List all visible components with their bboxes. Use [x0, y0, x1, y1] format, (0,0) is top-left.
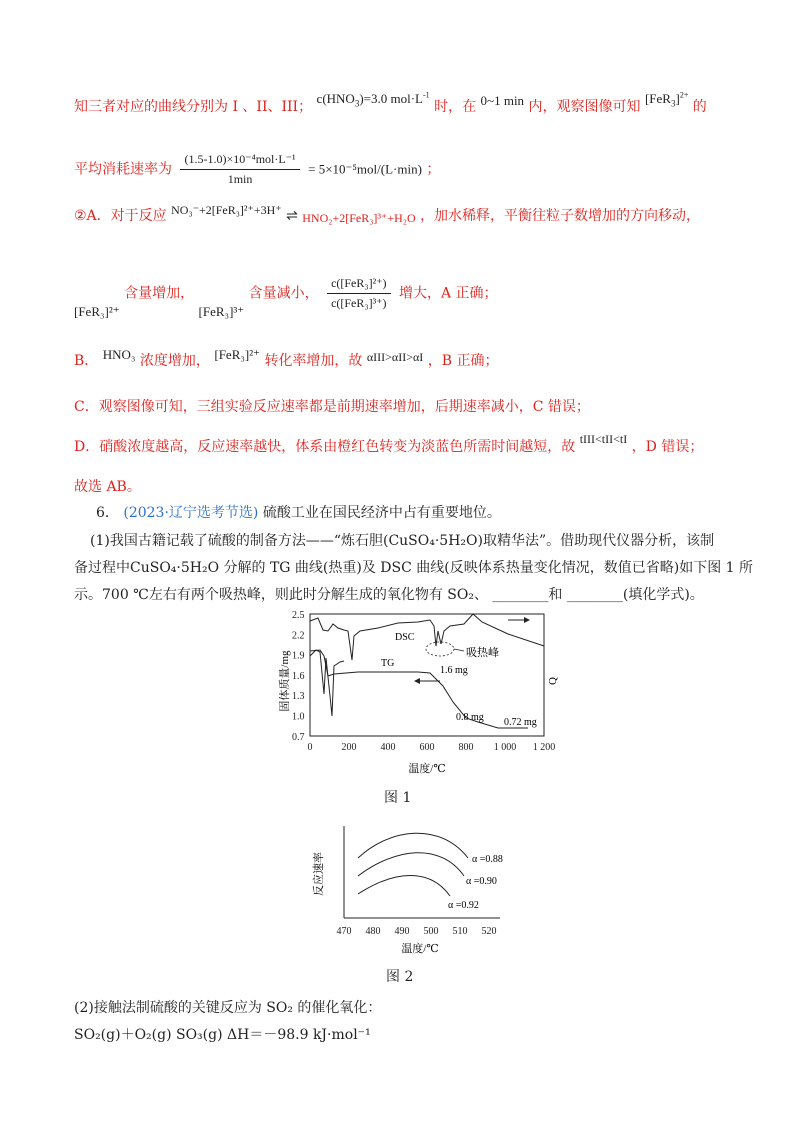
fig1-ytick: 1.9	[292, 650, 305, 662]
fig2-ylabel: 反应速率	[313, 852, 325, 896]
curve-label-0-92: α =0.92	[448, 900, 479, 911]
fig2-xticks	[337, 926, 497, 937]
text: 时，在	[434, 99, 477, 115]
curve-label-0-90: α =0.90	[466, 876, 497, 887]
fig1-xtick: 800	[458, 742, 474, 753]
fig2-xtick: 480	[365, 926, 381, 937]
fig1-ytick: 1.3	[292, 691, 305, 703]
text: 知三者对应的曲线分别为 I 、II、III；	[74, 99, 313, 115]
mass-1-6: 1.6 mg	[440, 665, 468, 676]
text: ②A．对于反应	[74, 208, 167, 224]
time-range: 0~1 min	[480, 93, 525, 108]
dsc-curve	[310, 614, 544, 660]
fig2-xtick: 500	[423, 926, 439, 937]
curve-0-90	[358, 853, 464, 876]
answer-line-6: C．观察图像可知，三组实验反应速率都是前期速率增加，后期速率减小，C 错误；	[74, 399, 590, 415]
ion-fe3: [FeR₃]³⁺	[198, 303, 245, 319]
question-6-p1: (1)我国古籍记载了硫酸的制备方法——“炼石胆(CuSO₄·5H₂O)取精华法”。借助现代仪器分析，该制	[90, 533, 715, 549]
ratio-fraction: $\frac{\text{c([FeR₃]²⁺)}}{\text{c([FeR₃]³⁺)}}$	[327, 276, 390, 311]
formula-ferr3: $[FeR_3]^{2+}$	[644, 90, 689, 109]
fig2-xtick: 520	[481, 926, 497, 937]
formula-hno3: HNO₃	[102, 347, 136, 362]
fig1-xtick: 600	[419, 742, 435, 753]
text: 含量增加，	[124, 285, 195, 302]
fig1-ytick: 1.0	[292, 711, 305, 723]
figure-1-chart	[268, 606, 568, 776]
text: 平均消耗速率为	[74, 161, 172, 178]
question-6-p4: (2)接触法制硫酸的关键反应为 SO₂ 的催化氧化：	[74, 1000, 382, 1016]
fig2-xtick: 470	[336, 926, 352, 937]
fig1-xtick: 1 200	[532, 742, 556, 753]
text: 增大，A 正确；	[398, 285, 498, 302]
answer-line-8: 故选 AB。	[74, 479, 141, 495]
fig1-xtick: 0	[307, 742, 313, 753]
mass-0-8: 0.8 mg	[456, 712, 484, 723]
fig1-ytick: 2.5	[292, 610, 305, 621]
peak-ellipse	[426, 642, 454, 656]
question-6-p3: 示。700 ℃左右有两个吸热峰，则此时分解生成的氧化物有 SO₂、 ________和 ________(填化学式)。	[74, 587, 704, 603]
fig1-ytick: 0.7	[292, 731, 305, 743]
question-6-p2: 备过程中CuSO₄·5H₂O 分解的 TG 曲线(热重)及 DSC 曲线(反映体系热量变化情况，数值已省略)如下图 1 所	[74, 560, 754, 576]
answer-line-2: 平均消耗速率为 $\frac{\text{(1.5-1.0)×10⁻⁴mol·L⁻¹}}{1\min}$ = 5×10⁻⁵mol/(L·min) ；	[74, 152, 441, 186]
figure-1-caption: 图 1	[384, 790, 412, 806]
dsc-arrow-head	[524, 617, 530, 623]
answer-line-4	[74, 276, 498, 319]
answer-line-1	[74, 90, 707, 117]
text: 内，观察图像可知	[528, 99, 641, 115]
fig1-xtick: 400	[380, 742, 396, 753]
curve-0-88	[358, 833, 468, 858]
ion-fe2: [FeR₃]²⁺	[214, 347, 260, 362]
question-6-header: 6． (2023·辽宁选考节选) 硫酸工业在国民经济中占有重要地位。	[96, 505, 501, 521]
fig1-yticks	[292, 610, 305, 743]
text: ，加水稀释，平衡往粒子数增加的方向移动，	[420, 208, 701, 224]
fig1-ytick: 2.2	[292, 630, 305, 642]
figure-2-chart	[300, 818, 520, 958]
answer-line-7: D．硝酸浓度越高，反应速率越快，体系由橙红色转变为淡蓝色所需时间越短，故 tIII<tII<tI ，D 错误；	[74, 432, 704, 455]
fig1-ytick: 1.6	[292, 670, 305, 682]
fig1-xtick: 200	[341, 742, 357, 753]
fig2-xtick: 510	[452, 926, 468, 937]
equation-right: HNO₂+2[FeR₃]³⁺+H₂O	[302, 211, 416, 225]
tg-label: TG	[381, 658, 395, 669]
answer-line-5: B． HNO₃ 浓度增加， [FeR₃]²⁺ 转化率增加，故 αIII>αII>αI ，B 正确；	[74, 347, 499, 369]
curve-label-0-88: α =0.88	[472, 854, 503, 865]
fig2-xtick: 490	[394, 926, 410, 937]
formula-hno3: $c(HNO_3)=3.0$ $mol\cdot L^{-1}$	[316, 90, 430, 109]
fig1-xlabel: 温度/℃	[408, 763, 446, 775]
peak-label: 吸热峰	[466, 647, 499, 659]
dsc-label: DSC	[395, 632, 415, 643]
ion-fe2: [FeR₃]²⁺	[74, 303, 120, 319]
rate-value: = 5×10⁻⁵mol/(L·min)	[308, 161, 422, 177]
equation-left: NO₃⁻+2[FeR₃]²⁺+3H⁺	[171, 203, 282, 217]
mass-0-72: 0.72 mg	[504, 717, 537, 728]
tg-arrow-head	[414, 678, 420, 684]
dsc-dips	[310, 650, 344, 716]
time-order: tIII<tII<tI	[579, 432, 628, 446]
rate-fraction: $\frac{\text{(1.5-1.0)×10⁻⁴mol·L⁻¹}}{1\min}$	[180, 152, 299, 187]
text: 含量减小，	[248, 285, 319, 302]
peak-leader	[454, 649, 464, 651]
fig1-xticks	[308, 742, 556, 753]
answer-line-3	[74, 205, 700, 225]
source-link[interactable]: (2023·辽宁选考节选)	[123, 505, 259, 521]
fig1-xtick: 1 000	[493, 742, 517, 753]
fig1-ylabel: 固体质量/mg	[279, 650, 291, 712]
fig1-q-label: Q	[547, 677, 559, 685]
fig2-xlabel: 温度/℃	[401, 943, 439, 955]
alpha-order: αIII>αII>αI	[366, 350, 424, 364]
figure-2-caption: 图 2	[386, 969, 414, 985]
text: 的	[692, 99, 707, 115]
curve-0-92	[358, 876, 450, 897]
equilibrium-arrow: ⇌	[286, 209, 298, 224]
question-6-p5: SO₂(g)＋O₂(g) SO₃(g) ΔH＝－98.9 kJ·mol⁻¹	[74, 1027, 371, 1043]
